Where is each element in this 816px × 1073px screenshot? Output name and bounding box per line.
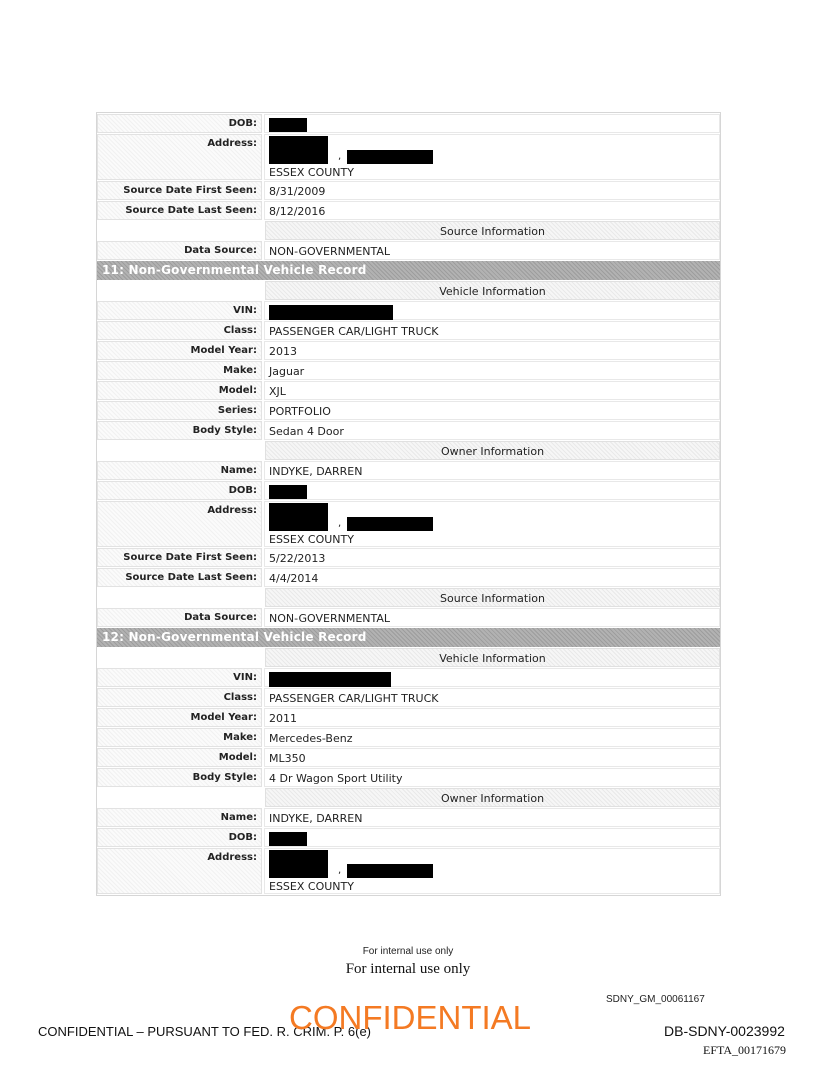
redaction-block bbox=[347, 517, 433, 531]
name-row bbox=[97, 461, 720, 480]
internal-use-note: For internal use only bbox=[362, 946, 454, 957]
last-seen-row bbox=[97, 568, 720, 587]
data-source-value: NON-GOVERNMENTAL bbox=[264, 241, 720, 260]
confidential-stamp: CONFIDENTIAL bbox=[289, 999, 532, 1036]
data-source-label: Data Source: bbox=[97, 608, 262, 627]
model-row bbox=[97, 381, 720, 400]
document-number: DB-SDNY-0023992 bbox=[664, 1023, 785, 1039]
model-year-row bbox=[97, 341, 720, 360]
class-row bbox=[97, 688, 720, 707]
record-11-header: 11: Non-Governmental Vehicle Record bbox=[97, 261, 720, 280]
make-label: Make: bbox=[97, 728, 262, 747]
series-label: Series: bbox=[97, 401, 262, 420]
vin-label: VIN: bbox=[97, 668, 262, 687]
records-table bbox=[96, 112, 721, 896]
first-seen-row bbox=[97, 181, 720, 200]
data-source-label: Data Source: bbox=[97, 241, 262, 260]
model-row bbox=[97, 748, 720, 767]
name-value: INDYKE, DARREN bbox=[264, 808, 720, 827]
series-value: PORTFOLIO bbox=[264, 401, 720, 420]
redaction-block bbox=[269, 485, 307, 499]
dob-value bbox=[264, 114, 720, 133]
redaction-block bbox=[347, 150, 433, 164]
make-label: Make: bbox=[97, 361, 262, 380]
owner-information-heading: Owner Information bbox=[265, 441, 720, 460]
address-value: , ESSEX COUNTY bbox=[264, 501, 720, 547]
vin-value bbox=[264, 668, 720, 687]
first-seen-label: Source Date First Seen: bbox=[97, 181, 262, 200]
make-row bbox=[97, 728, 720, 747]
redaction-block bbox=[269, 850, 328, 878]
redaction-block bbox=[269, 118, 307, 132]
class-label: Class: bbox=[97, 688, 262, 707]
county-text: ESSEX COUNTY bbox=[269, 880, 354, 893]
class-label: Class: bbox=[97, 321, 262, 340]
class-value: PASSENGER CAR/LIGHT TRUCK bbox=[264, 688, 720, 707]
body-style-row bbox=[97, 768, 720, 787]
last-seen-value: 4/4/2014 bbox=[264, 568, 720, 587]
county-text: ESSEX COUNTY bbox=[269, 166, 354, 179]
last-seen-label: Source Date Last Seen: bbox=[97, 201, 262, 220]
data-source-row bbox=[97, 241, 720, 260]
address-label: Address: bbox=[97, 848, 262, 894]
data-source-value: NON-GOVERNMENTAL bbox=[264, 608, 720, 627]
make-value: Jaguar bbox=[264, 361, 720, 380]
first-seen-value: 5/22/2013 bbox=[264, 548, 720, 567]
class-row bbox=[97, 321, 720, 340]
address-value: , ESSEX COUNTY bbox=[264, 134, 720, 180]
make-value: Mercedes-Benz bbox=[264, 728, 720, 747]
vin-row bbox=[97, 668, 720, 687]
class-value: PASSENGER CAR/LIGHT TRUCK bbox=[264, 321, 720, 340]
series-row bbox=[97, 401, 720, 420]
source-information-heading: Source Information bbox=[265, 588, 720, 607]
name-value: INDYKE, DARREN bbox=[264, 461, 720, 480]
vin-label: VIN: bbox=[97, 301, 262, 320]
body-style-label: Body Style: bbox=[97, 421, 262, 440]
dob-label: DOB: bbox=[97, 481, 262, 500]
dob-row bbox=[97, 481, 720, 500]
redaction-block bbox=[347, 864, 433, 878]
model-year-value: 2011 bbox=[264, 708, 720, 727]
last-seen-label: Source Date Last Seen: bbox=[97, 568, 262, 587]
vehicle-information-heading: Vehicle Information bbox=[265, 281, 720, 300]
model-year-label: Model Year: bbox=[97, 708, 262, 727]
source-information-heading: Source Information bbox=[265, 221, 720, 240]
dob-value bbox=[264, 481, 720, 500]
address-value: , ESSEX COUNTY bbox=[264, 848, 720, 894]
body-style-label: Body Style: bbox=[97, 768, 262, 787]
dob-label: DOB: bbox=[97, 828, 262, 847]
record-12-header: 12: Non-Governmental Vehicle Record bbox=[97, 628, 720, 647]
body-style-value: Sedan 4 Door bbox=[264, 421, 720, 440]
address-label: Address: bbox=[97, 134, 262, 180]
model-label: Model: bbox=[97, 381, 262, 400]
owner-information-heading: Owner Information bbox=[265, 788, 720, 807]
model-value: ML350 bbox=[264, 748, 720, 767]
internal-use-note-serif: For internal use only bbox=[345, 961, 471, 977]
redaction-block bbox=[269, 832, 307, 846]
address-row bbox=[97, 501, 720, 547]
vin-value bbox=[264, 301, 720, 320]
last-seen-row bbox=[97, 201, 720, 220]
last-seen-value: 8/12/2016 bbox=[264, 201, 720, 220]
model-value: XJL bbox=[264, 381, 720, 400]
dob-label: DOB: bbox=[97, 114, 262, 133]
dob-row bbox=[97, 114, 720, 133]
name-label: Name: bbox=[97, 461, 262, 480]
make-row bbox=[97, 361, 720, 380]
dob-value bbox=[264, 828, 720, 847]
county-text: ESSEX COUNTY bbox=[269, 533, 354, 546]
address-row bbox=[97, 848, 720, 894]
model-label: Model: bbox=[97, 748, 262, 767]
name-row bbox=[97, 808, 720, 827]
model-year-row bbox=[97, 708, 720, 727]
model-year-value: 2013 bbox=[264, 341, 720, 360]
body-style-row bbox=[97, 421, 720, 440]
first-seen-row bbox=[97, 548, 720, 567]
model-year-label: Model Year: bbox=[97, 341, 262, 360]
first-seen-label: Source Date First Seen: bbox=[97, 548, 262, 567]
first-seen-value: 8/31/2009 bbox=[264, 181, 720, 200]
address-row bbox=[97, 134, 720, 180]
confidential-notice: CONFIDENTIAL – PURSUANT TO FED. R. CRIM. P. 6(e) bbox=[38, 1024, 372, 1039]
dob-row bbox=[97, 828, 720, 847]
vin-row bbox=[97, 301, 720, 320]
vehicle-information-heading: Vehicle Information bbox=[265, 648, 720, 667]
redaction-block bbox=[269, 503, 328, 531]
address-label: Address: bbox=[97, 501, 262, 547]
redaction-block bbox=[269, 305, 393, 320]
redaction-block bbox=[269, 672, 391, 687]
bates-number: SDNY_GM_00061167 bbox=[606, 994, 705, 1005]
data-source-row bbox=[97, 608, 720, 627]
efta-number: EFTA_00171679 bbox=[703, 1043, 787, 1057]
name-label: Name: bbox=[97, 808, 262, 827]
redaction-block bbox=[269, 136, 328, 164]
body-style-value: 4 Dr Wagon Sport Utility bbox=[264, 768, 720, 787]
